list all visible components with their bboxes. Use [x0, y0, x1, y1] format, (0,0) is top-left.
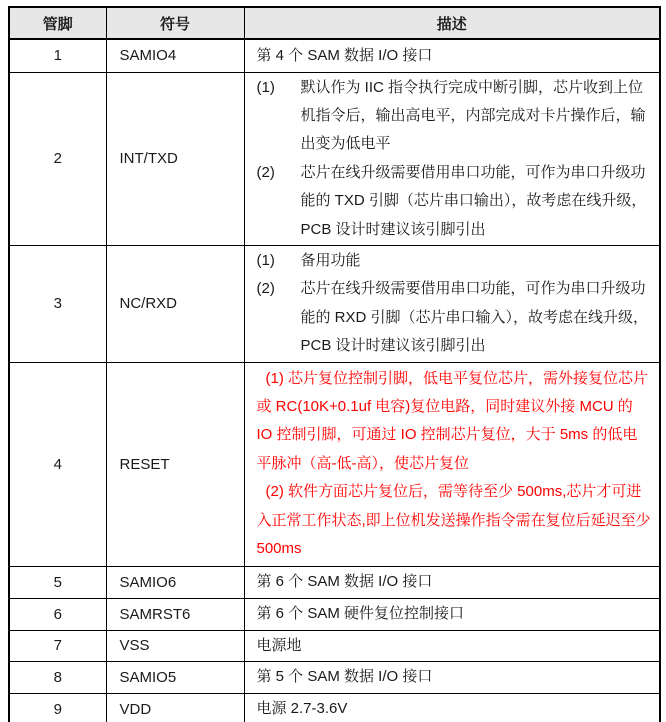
- header-symbol: 符号: [106, 7, 244, 39]
- symbol-cell: SAMIO5: [106, 661, 244, 693]
- table-header-row: [9, 7, 660, 39]
- description-cell: [244, 72, 660, 245]
- pin-number-cell: 5: [9, 566, 106, 598]
- description-text: 第 6 个 SAM 硬件复位控制接口: [256, 604, 465, 622]
- numbered-item: [257, 275, 652, 360]
- symbol-cell: VDD: [106, 693, 244, 722]
- pin-number-cell: 8: [9, 661, 106, 693]
- description-cell: [244, 630, 660, 661]
- symbol-cell: VSS: [106, 630, 244, 661]
- description-cell: [244, 598, 660, 630]
- description-cell: [244, 362, 660, 566]
- symbol-cell: RESET: [106, 362, 244, 566]
- pin-number-cell: 6: [9, 598, 106, 630]
- header-description: 描述: [244, 7, 660, 39]
- description-text: 电源地: [256, 636, 302, 654]
- table-body: [9, 39, 660, 722]
- pin-number-cell: 4: [9, 362, 106, 566]
- red-note-paragraph: (1) 芯片复位控制引脚，低电平复位芯片，需外接复位芯片或 RC(10K+0.1uf 电容)复位电路，同时建议外接 MCU 的 IO 控制引脚，可通过 IO 控制芯片复位，大于 5ms 的低电平脉冲（高-低-高），使芯片复位: [256, 369, 649, 472]
- item-text: 芯片在线升级需要借用串口功能，可作为串口升级功能的 TXD 引脚（芯片串口输出），故考虑在线升级，PCB 设计时建议该引脚引出: [300, 163, 647, 238]
- table-row: [9, 661, 660, 693]
- description-cell: [244, 245, 660, 362]
- header-pin: 管脚: [9, 7, 106, 39]
- table-row: [9, 566, 660, 598]
- numbered-item: [257, 247, 652, 275]
- item-text: 芯片在线升级需要借用串口功能，可作为串口升级功能的 RXD 引脚（芯片串口输入），故考虑在线升级，PCB 设计时建议该引脚引出: [300, 280, 649, 355]
- description-text: 第 5 个 SAM 数据 I/O 接口: [256, 668, 433, 686]
- pin-number-cell: 7: [9, 630, 106, 661]
- table-row: [9, 39, 660, 72]
- symbol-cell: NC/RXD: [106, 245, 244, 362]
- table-row: [9, 245, 660, 362]
- description-cell: [244, 39, 660, 72]
- description-text: 第 4 个 SAM 数据 I/O 接口: [256, 46, 433, 64]
- symbol-cell: SAMIO4: [106, 39, 244, 72]
- item-number: (2): [256, 163, 275, 181]
- pin-number-cell: 3: [9, 245, 106, 362]
- description-text: 电源 2.7-3.6V: [256, 699, 348, 717]
- item-text: 备用功能: [300, 251, 361, 269]
- item-number: (1): [256, 251, 275, 269]
- description-text: 第 6 个 SAM 数据 I/O 接口: [256, 572, 433, 590]
- numbered-item: [257, 159, 652, 244]
- item-number: (1): [256, 78, 275, 96]
- pin-number-cell: 2: [9, 72, 106, 245]
- table-row: [9, 630, 660, 661]
- pin-description-table: [8, 6, 661, 722]
- numbered-item: [257, 74, 652, 159]
- table-row: [9, 693, 660, 722]
- pin-number-cell: 9: [9, 693, 106, 722]
- description-cell: [244, 566, 660, 598]
- table-row: [9, 72, 660, 245]
- description-cell: [244, 693, 660, 722]
- description-cell: [244, 661, 660, 693]
- table-row: [9, 362, 660, 566]
- symbol-cell: SAMRST6: [106, 598, 244, 630]
- table-row: [9, 598, 660, 630]
- item-text: 默认作为 IIC 指令执行完成中断引脚，芯片收到上位机指令后，输出高电平，内部完成对卡片操作后，输出变为低电平: [300, 78, 646, 153]
- symbol-cell: SAMIO6: [106, 566, 244, 598]
- symbol-cell: INT/TXD: [106, 72, 244, 245]
- red-note-paragraph: (2) 软件方面芯片复位后，需等待至少 500ms,芯片才可进入正常工作状态,即上位机发送操作指令需在复位后延迟至少 500ms: [256, 483, 651, 558]
- pin-number-cell: 1: [9, 39, 106, 72]
- item-number: (2): [256, 280, 275, 298]
